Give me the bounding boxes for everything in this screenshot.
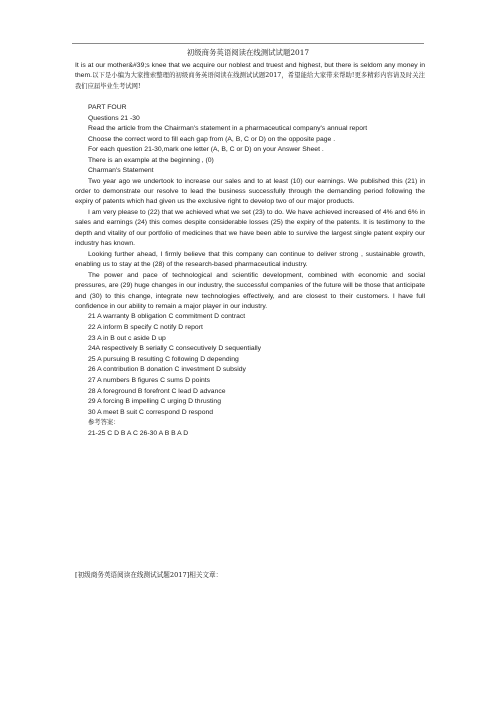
option-line: 24A respectively B serially C consecutively D sequentially xyxy=(88,345,262,353)
article-paragraph: I am very please to (22) that we achieved what we set (23) to do. We have achieved increased of 4% and 6% in sales and earnings (24) this comes despite considerable losses (25) the expiry of the patents. It is testimony to the depth and vitality of our portfolio of medicines that we have been able to survive the largest single patent expiry our industry has known. xyxy=(75,208,425,248)
article-paragraph: Looking further ahead, I firmly believe that this company can continue to deliver strong , sustainable growth, enabling us to stay at the (28) of the research-based pharmaceutical industry. xyxy=(75,250,425,269)
article-paragraph: The power and pace of technological and scientific development, combined with economic and social pressures, are (29) huge changes in our industry, the successful companies of the future will be those that anticipate and (30) to this change, integrate new technologies effectively, and are closest to their customers. I have full confidence in our ability to remain a major player in our industry. xyxy=(75,271,425,310)
answer-options xyxy=(75,312,425,439)
option-line: 29 A forcing B impelling C urging D thrusting xyxy=(88,398,221,406)
instruction-1: Read the article from the Chairman's statement in a pharmaceutical company's annual report xyxy=(88,125,368,133)
questions-range: Questions 21 -30 xyxy=(88,114,140,122)
option-line: 21 A warranty B obligation C commitment D contract xyxy=(88,313,246,321)
intro-english: It is at our mother&#39;s knee that we acquire our noblest and truest and highest, but there is seldom any money in them. xyxy=(75,62,425,80)
article-paragraph: Two year ago we undertook to increase our sales and to at least (10) our earnings. We published this (21) in order to demonstrate our resolve to lead the business successfully through the demanding period following the expiry of patents which had given us the exclusive right to develop two of our major products. xyxy=(75,177,425,206)
answer-key: 21-25 C D B A C 26-30 A B B A D xyxy=(88,429,189,437)
article-heading: Charman's Statement xyxy=(88,167,154,175)
intro-paragraph xyxy=(75,61,425,92)
instruction-2: Choose the correct word to fill each gap from (A, B, C or D) on the opposite page . xyxy=(88,135,336,143)
document-body xyxy=(75,61,425,440)
header-rule xyxy=(72,43,424,44)
related-articles-link[interactable]: [初级商务英语阅读在线测试试题2017]相关文章： xyxy=(75,571,223,579)
spacer xyxy=(75,92,425,103)
part-heading: PART FOUR xyxy=(88,104,127,112)
page-title: 初级商务英语阅读在线测试试题2017 xyxy=(186,48,310,57)
option-line: 22 A inform B specify C notify D report xyxy=(88,324,203,332)
instruction-3: For each question 21-30,mark one letter (A, B, C or D) on your Answer Sheet . xyxy=(88,146,324,154)
option-line: 25 A pursuing B resulting C following D depending xyxy=(88,355,239,363)
instruction-4: There is an example at the beginning , (0) xyxy=(88,156,214,164)
option-line: 28 A foreground B forefront C lead D advance xyxy=(88,387,226,395)
option-line: 23 A in B out c aside D up xyxy=(88,334,166,342)
option-line: 30 A meet B suit C correspond D respond xyxy=(88,408,214,416)
option-line: 26 A contribution B donation C investment D subsidy xyxy=(88,366,246,374)
option-line: 27 A numbers B figures C sums D points xyxy=(88,376,211,384)
answer-key-label: 参考答案： xyxy=(88,419,120,427)
intro-chinese: 以下是小编为大家搜索整理的初级商务英语阅读在线测试试题2017，希望能给大家带来帮助!更多精彩内容请及时关注我们应届毕业生考试网! xyxy=(75,72,425,90)
